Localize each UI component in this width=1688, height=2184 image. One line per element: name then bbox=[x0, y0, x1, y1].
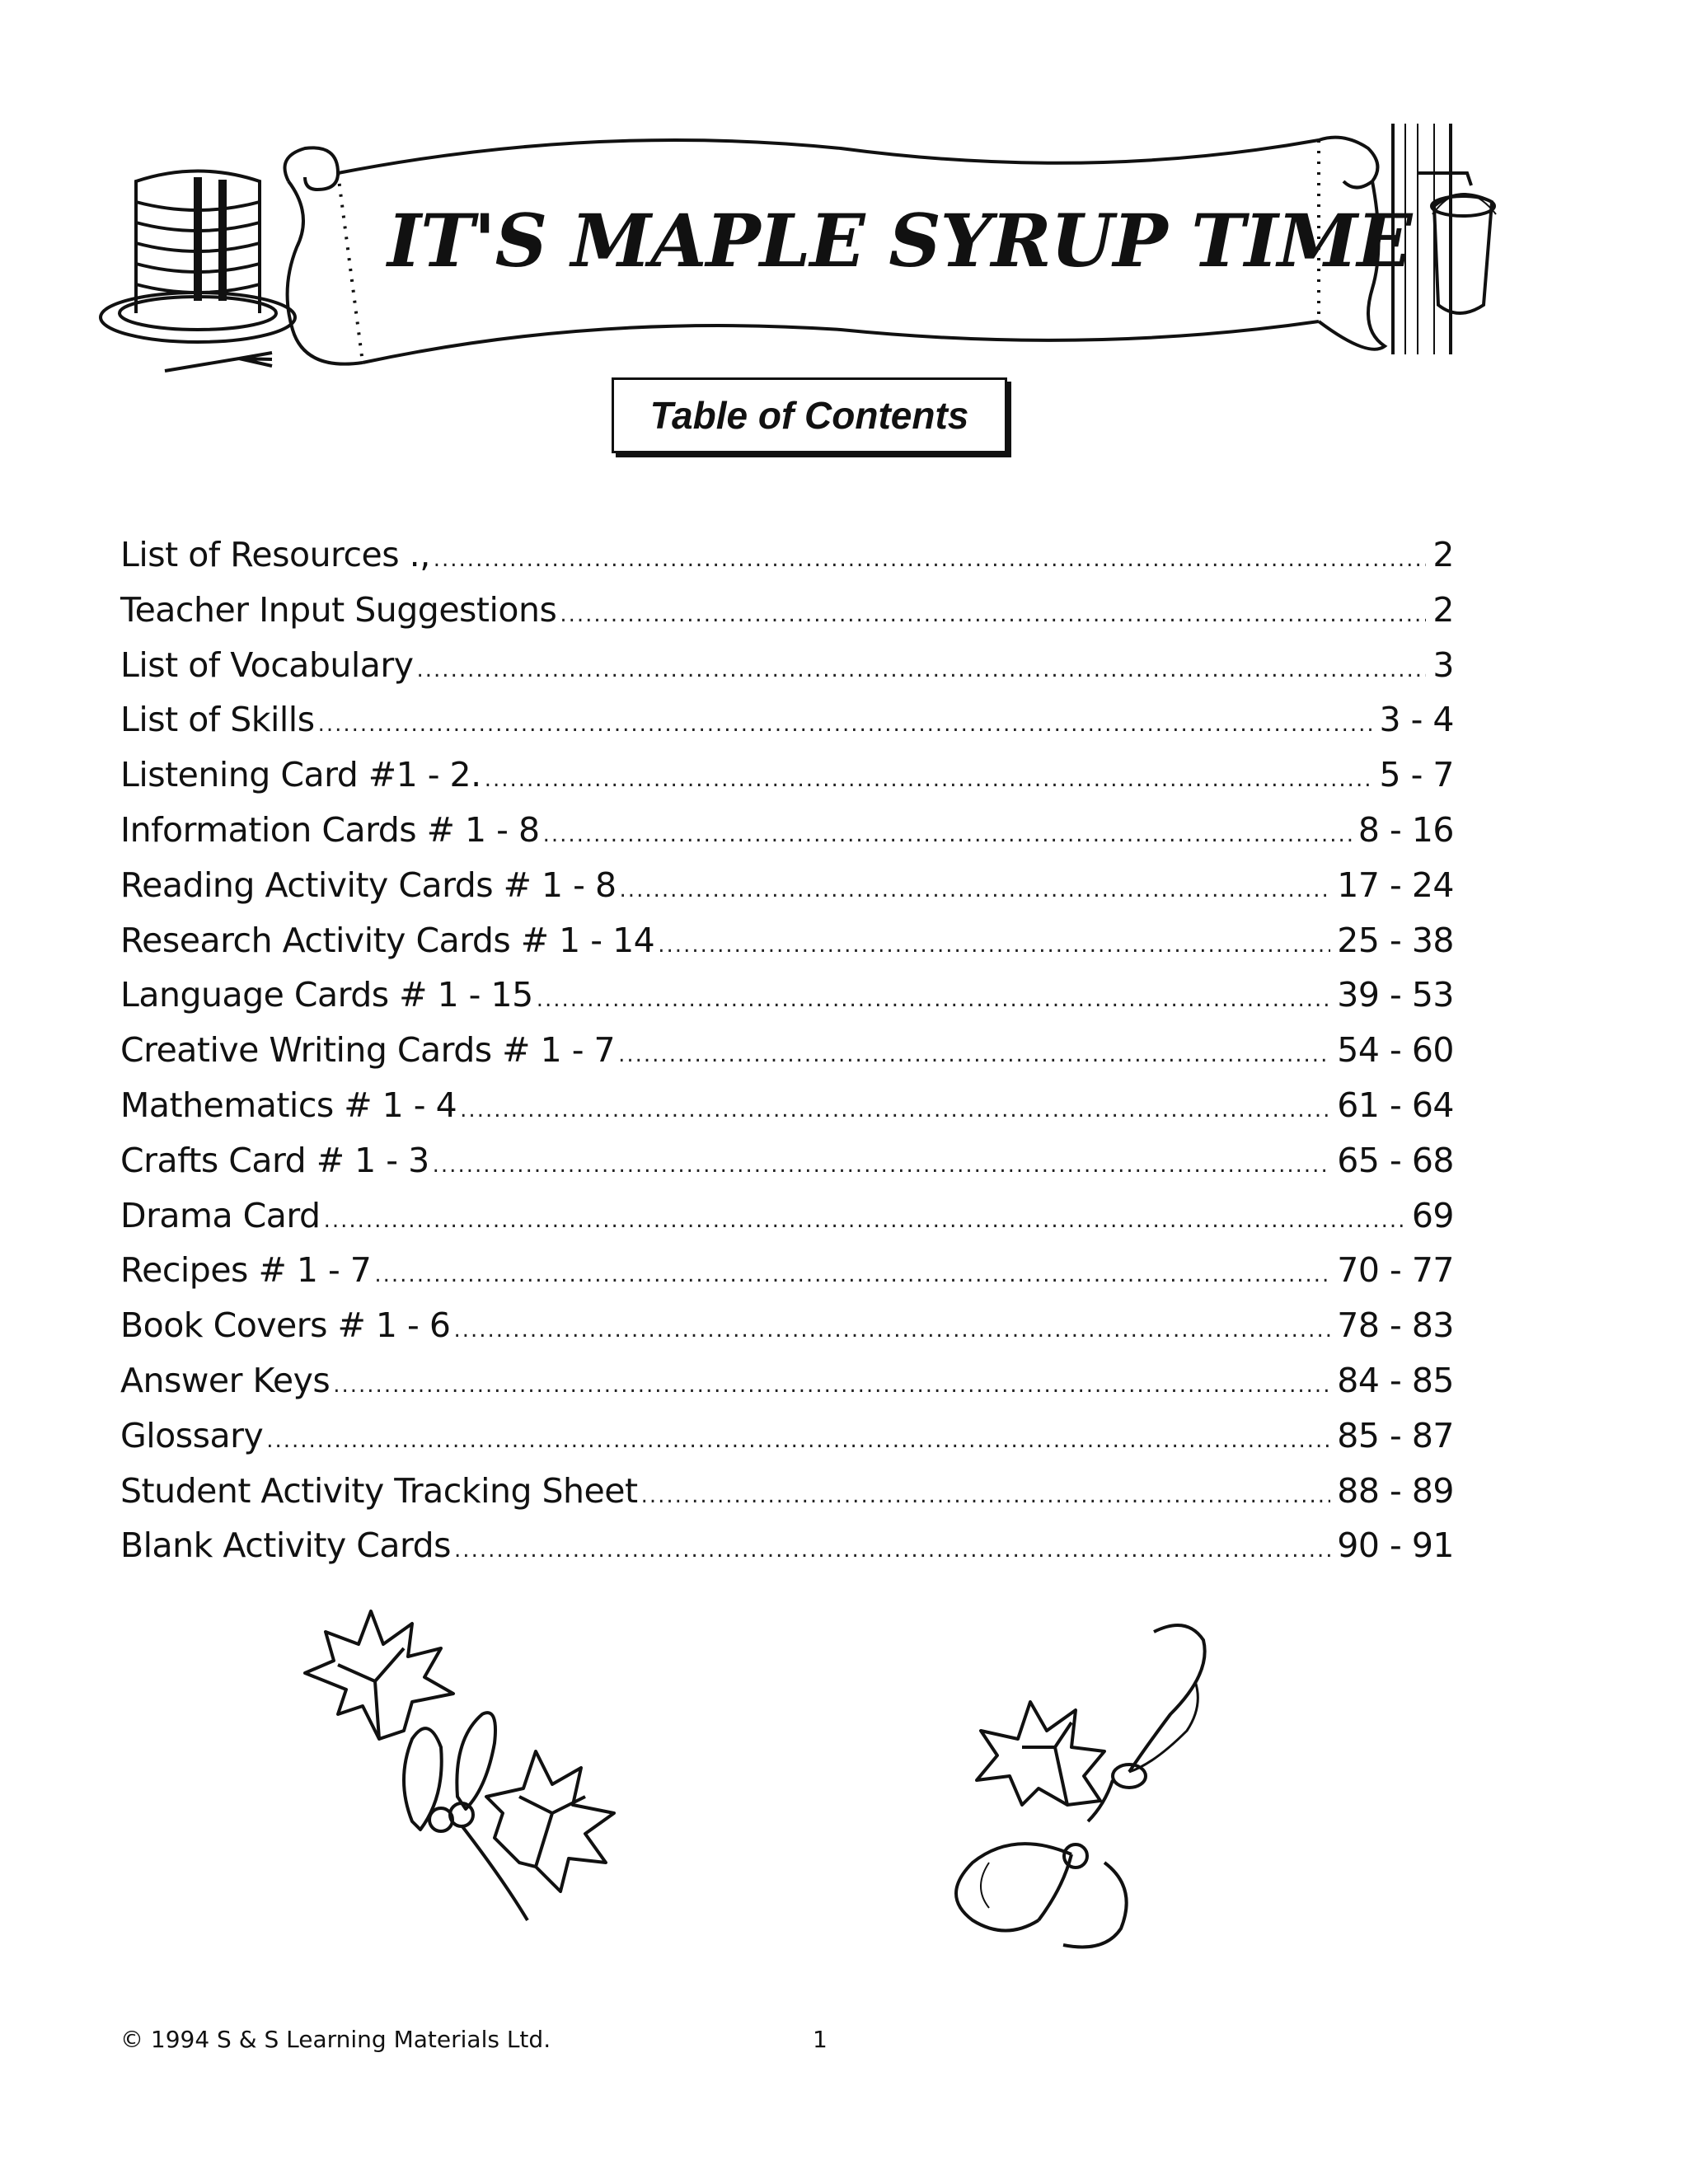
toc-entry-label: Research Activity Cards # 1 - 14 bbox=[120, 920, 655, 960]
leader-dots bbox=[560, 588, 1426, 643]
toc-row bbox=[120, 1298, 1454, 1353]
leader-dots bbox=[641, 1469, 1331, 1524]
toc-row bbox=[120, 1078, 1454, 1133]
toc-entry-page: 88 - 89 bbox=[1337, 1470, 1454, 1511]
toc-entry-label: Crafts Card # 1 - 3 bbox=[120, 1140, 429, 1180]
pancake-stack-icon bbox=[101, 171, 295, 372]
toc-entry-label: List of Skills bbox=[120, 700, 315, 740]
toc-entry-label: List of Resources ., bbox=[120, 535, 430, 574]
toc-row bbox=[120, 1464, 1454, 1519]
page-number: 1 bbox=[813, 2026, 828, 2053]
leader-dots bbox=[266, 1413, 1330, 1469]
toc-entry-page: 85 - 87 bbox=[1337, 1415, 1454, 1455]
leader-dots bbox=[374, 1248, 1330, 1303]
maple-leaves-icon bbox=[288, 1599, 676, 1978]
toc-row bbox=[120, 1243, 1454, 1298]
leader-dots bbox=[658, 918, 1330, 973]
toc-row bbox=[120, 1023, 1454, 1078]
toc-row bbox=[120, 968, 1454, 1023]
toc-entry-label: Creative Writing Cards # 1 - 7 bbox=[120, 1030, 616, 1071]
leader-dots bbox=[454, 1523, 1330, 1578]
toc-entry-label: List of Vocabulary bbox=[120, 644, 414, 685]
toc-entry-label: Reading Activity Cards # 1 - 8 bbox=[120, 865, 617, 905]
leader-dots bbox=[485, 752, 1373, 808]
toc-row bbox=[120, 1408, 1454, 1464]
toc-entry-page: 90 - 91 bbox=[1337, 1526, 1454, 1566]
toc-entry-label: Information Cards # 1 - 8 bbox=[120, 809, 540, 850]
toc-entry-page: 54 - 60 bbox=[1337, 1030, 1454, 1071]
toc-entry-page: 3 bbox=[1432, 644, 1454, 685]
leader-dots bbox=[618, 1028, 1330, 1083]
toc-row bbox=[120, 527, 1454, 583]
toc-entry-label: Glossary bbox=[120, 1415, 264, 1455]
toc-entry-page: 25 - 38 bbox=[1337, 920, 1454, 960]
toc-entry-page: 84 - 85 bbox=[1337, 1360, 1454, 1400]
toc-entry-label: Language Cards # 1 - 15 bbox=[120, 975, 533, 1015]
leader-dots bbox=[460, 1083, 1330, 1138]
toc-row bbox=[120, 1188, 1454, 1244]
leader-dots bbox=[434, 532, 1427, 588]
maple-seeds-icon bbox=[940, 1615, 1253, 1961]
toc-entry-page: 69 bbox=[1411, 1195, 1454, 1235]
toc-list bbox=[120, 527, 1454, 1573]
toc-entry-label: Recipes # 1 - 7 bbox=[120, 1250, 372, 1291]
leader-dots bbox=[453, 1303, 1330, 1358]
toc-row bbox=[120, 1518, 1454, 1573]
toc-entry-page: 8 - 16 bbox=[1357, 809, 1454, 850]
toc-entry-label: Listening Card #1 - 2. bbox=[120, 755, 481, 795]
toc-row bbox=[120, 638, 1454, 693]
toc-entry-label: Student Activity Tracking Sheet bbox=[120, 1470, 638, 1511]
page-title: IT'S MAPLE SYRUP TIME bbox=[387, 198, 1412, 284]
toc-row bbox=[120, 692, 1454, 748]
toc-entry-page: 3 - 4 bbox=[1379, 700, 1454, 740]
toc-row bbox=[120, 1353, 1454, 1408]
toc-entry-page: 39 - 53 bbox=[1337, 975, 1454, 1015]
toc-entry-label: Mathematics # 1 - 4 bbox=[120, 1085, 457, 1125]
leader-dots bbox=[324, 1193, 1405, 1249]
toc-entry-page: 61 - 64 bbox=[1337, 1085, 1454, 1125]
toc-entry-page: 65 - 68 bbox=[1337, 1140, 1454, 1180]
toc-row bbox=[120, 858, 1454, 913]
toc-entry-page: 17 - 24 bbox=[1337, 865, 1454, 905]
leader-dots bbox=[620, 863, 1331, 918]
toc-entry-label: Drama Card bbox=[120, 1195, 321, 1235]
toc-row bbox=[120, 583, 1454, 638]
leader-dots bbox=[417, 643, 1427, 698]
toc-entry-page: 2 bbox=[1432, 589, 1454, 630]
toc-row bbox=[120, 748, 1454, 803]
leader-dots bbox=[537, 972, 1331, 1028]
copyright-notice: © 1994 S & S Learning Materials Ltd. bbox=[120, 2026, 551, 2053]
toc-row bbox=[120, 803, 1454, 858]
leader-dots bbox=[333, 1358, 1330, 1413]
toc-entry-label: Blank Activity Cards bbox=[120, 1526, 452, 1566]
toc-entry-page: 70 - 77 bbox=[1337, 1250, 1454, 1291]
toc-entry-page: 2 bbox=[1432, 535, 1454, 574]
toc-entry-label: Teacher Input Suggestions bbox=[120, 589, 557, 630]
toc-row bbox=[120, 1133, 1454, 1188]
toc-entry-label: Book Covers # 1 - 6 bbox=[120, 1305, 451, 1346]
toc-row bbox=[120, 913, 1454, 968]
toc-entry-page: 5 - 7 bbox=[1379, 755, 1454, 795]
leader-dots bbox=[543, 808, 1352, 863]
toc-heading: Table of Contents bbox=[612, 377, 1007, 453]
leader-dots bbox=[433, 1138, 1331, 1193]
toc-entry-page: 78 - 83 bbox=[1337, 1305, 1454, 1346]
leader-dots bbox=[318, 697, 1373, 752]
toc-entry-label: Answer Keys bbox=[120, 1360, 331, 1400]
